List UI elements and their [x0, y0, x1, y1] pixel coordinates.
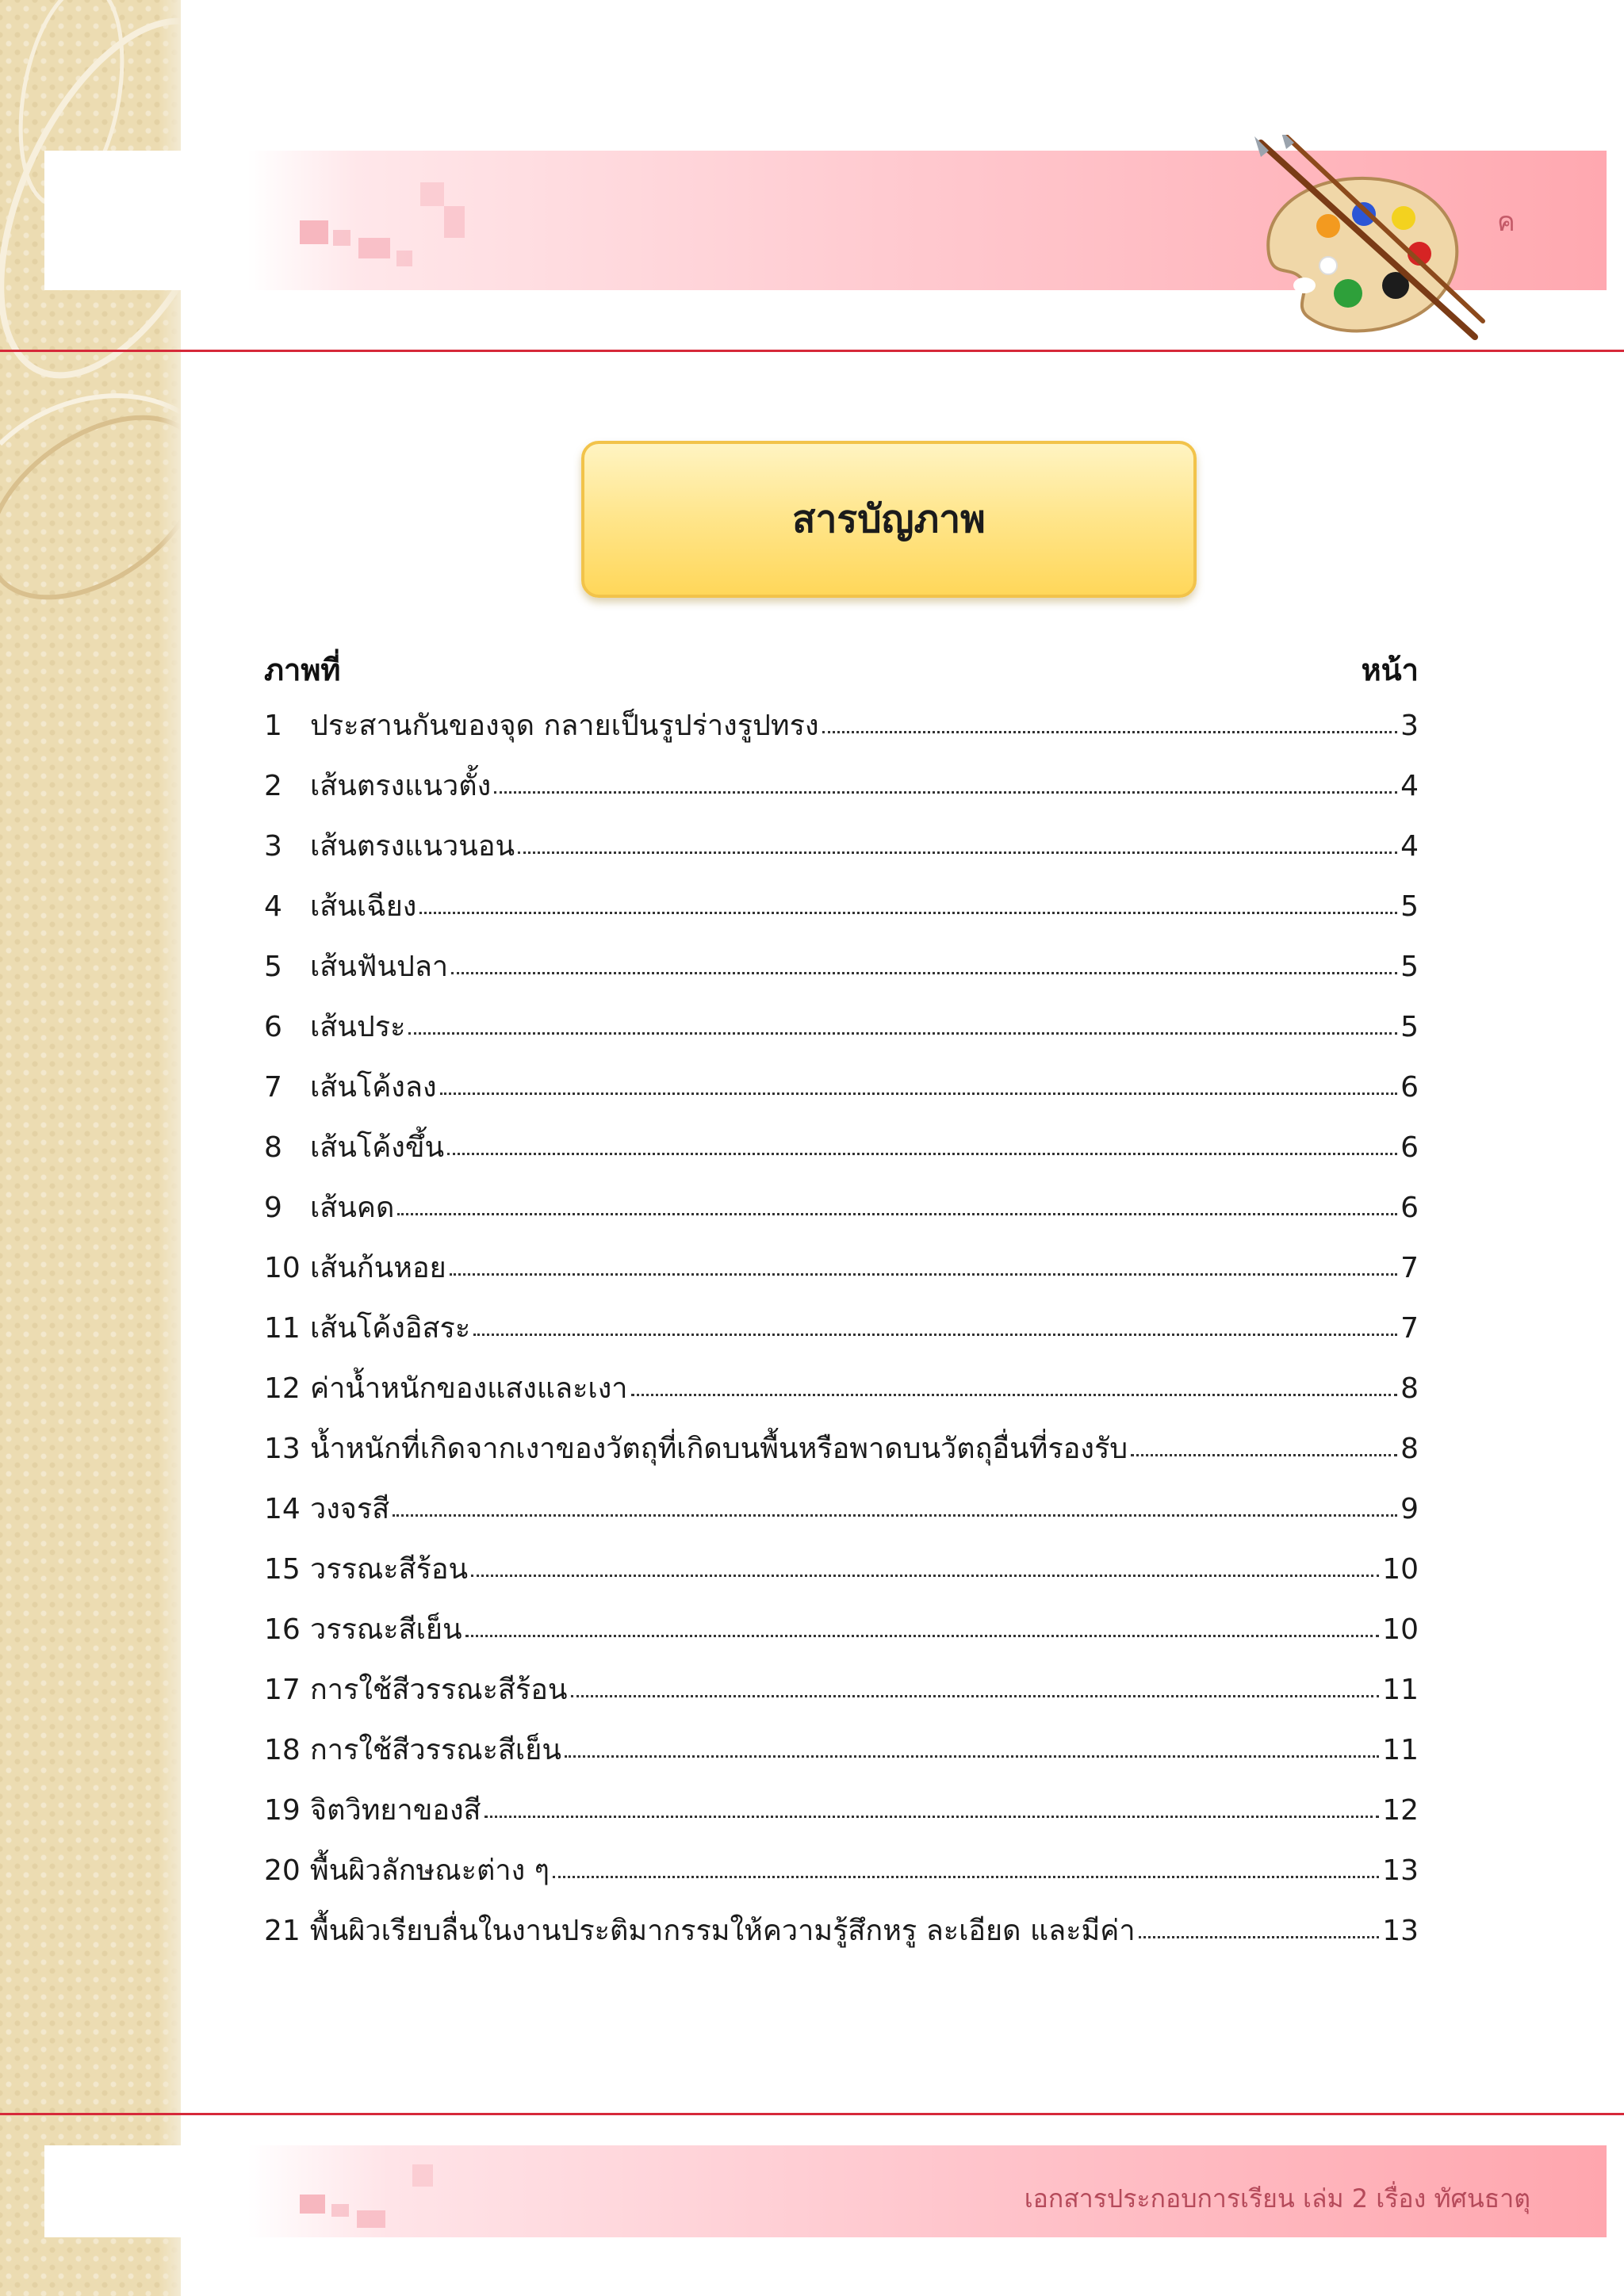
toc-row-leader [485, 1816, 1380, 1818]
swirl-decoration [0, 0, 181, 714]
toc-row-leader [518, 851, 1397, 854]
header-pixel-decoration [358, 238, 390, 258]
toc-row-leader [451, 972, 1397, 974]
toc-row-number: 6 [264, 1011, 282, 1043]
toc-row-title: ประสานกันของจุด กลายเป็นรูปร่างรูปทรง [310, 710, 819, 742]
toc-row-number: 7 [264, 1071, 282, 1104]
toc-row [264, 1546, 1419, 1606]
footer-white-box [44, 2145, 195, 2237]
toc-row-title: เส้นก้นหอย [310, 1252, 446, 1284]
toc-row-leader [494, 791, 1397, 794]
toc-row [264, 1667, 1419, 1727]
toc-row-title: เส้นโค้งอิสระ [310, 1312, 471, 1345]
header-pixel-decoration [333, 230, 350, 246]
toc-row-title: จิตวิทยาของสี [310, 1794, 481, 1827]
toc-row-title: วรรณะสีร้อน [310, 1553, 469, 1586]
toc-row-leader [822, 731, 1398, 733]
toc-row [264, 943, 1419, 1004]
toc-row [264, 1727, 1419, 1787]
toc-row-number: 16 [264, 1613, 301, 1646]
toc-row-number: 3 [264, 830, 282, 863]
toc-row [264, 1908, 1419, 1968]
toc-row [264, 1305, 1419, 1365]
toc-row-leader [565, 1755, 1379, 1758]
toc-header [264, 645, 1419, 693]
toc-row-page: 10 [1382, 1613, 1419, 1646]
page-title: สารบัญภาพ [792, 497, 986, 541]
toc-row-leader [471, 1575, 1379, 1577]
toc-row-title: เส้นคด [310, 1192, 395, 1224]
toc-row [264, 763, 1419, 823]
toc-row-page: 12 [1382, 1794, 1419, 1827]
toc-row-title: การใช้สีวรรณะสีร้อน [310, 1674, 568, 1706]
toc-row [264, 1847, 1419, 1908]
footer-pixel-decoration [331, 2204, 349, 2217]
toc-row-title: เส้นตรงแนวนอน [310, 830, 515, 863]
toc-row-page: 4 [1400, 770, 1419, 802]
toc-row [264, 1365, 1419, 1425]
toc-row [264, 1606, 1419, 1667]
toc-row-page: 5 [1400, 951, 1419, 983]
toc-row-page: 9 [1400, 1493, 1419, 1525]
toc-row-page: 5 [1400, 1011, 1419, 1043]
header-pixel-decoration [300, 220, 328, 244]
header-pixel-decoration [396, 251, 412, 266]
toc-row-title: การใช้สีวรรณะสีเย็น [310, 1734, 561, 1766]
toc-row-number: 1 [264, 710, 282, 742]
toc-row-leader [440, 1093, 1398, 1095]
footer-pixel-decoration [357, 2210, 385, 2228]
toc-row-page: 13 [1382, 1915, 1419, 1947]
toc-row-leader [1139, 1936, 1380, 1938]
header-white-box [44, 151, 195, 290]
toc-row-leader [447, 1153, 1397, 1155]
title-box [581, 441, 1197, 598]
toc-row [264, 1486, 1419, 1546]
toc-row-title: เส้นประ [310, 1011, 406, 1043]
toc-row-title: วรรณะสีเย็น [310, 1613, 462, 1646]
footer-title: เอกสารประกอบการเรียน เล่ม 2 เรื่อง ทัศนธาตุ [1024, 2183, 1530, 2214]
toc-list [264, 702, 1419, 1968]
toc-row-title: ค่าน้ำหนักของแสงและเงา [310, 1372, 628, 1405]
toc-row-number: 18 [264, 1734, 301, 1766]
toc-row-title: พื้นผิวเรียบลื่นในงานประติมากรรมให้ความรู้สึกหรู ละเอียด และมีค่า [310, 1915, 1136, 1947]
toc-row-leader [1131, 1454, 1397, 1456]
toc-row-number: 11 [264, 1312, 301, 1345]
toc-row-page: 5 [1400, 890, 1419, 923]
footer-rule [0, 2113, 1624, 2115]
toc-row [264, 1064, 1419, 1124]
toc-row-number: 17 [264, 1674, 301, 1706]
toc-row-page: 11 [1382, 1674, 1419, 1706]
toc-row-number: 5 [264, 951, 282, 983]
toc-row [264, 1425, 1419, 1486]
toc-row-number: 9 [264, 1192, 282, 1224]
toc-row-number: 14 [264, 1493, 301, 1525]
toc-row-leader [465, 1635, 1380, 1637]
toc-row-leader [450, 1273, 1397, 1276]
toc-heading-page: หน้า [1361, 652, 1419, 687]
toc-row [264, 1124, 1419, 1184]
toc-row-number: 12 [264, 1372, 301, 1405]
toc-row-page: 8 [1400, 1433, 1419, 1465]
footer-pixel-decoration [412, 2164, 433, 2187]
toc-row-page: 6 [1400, 1131, 1419, 1164]
toc-row-number: 15 [264, 1553, 301, 1586]
footer-pixel-decoration [300, 2195, 325, 2214]
toc-row-page: 11 [1382, 1734, 1419, 1766]
toc-row-page: 7 [1400, 1252, 1419, 1284]
toc-row-leader [553, 1876, 1379, 1878]
toc-row-title: น้ำหนักที่เกิดจากเงาของวัตถุที่เกิดบนพื้นหรือพาดบนวัตถุอื่นที่รองรับ [310, 1433, 1128, 1465]
toc-row-page: 4 [1400, 830, 1419, 863]
toc-row-leader [408, 1032, 1397, 1035]
toc-row-leader [393, 1514, 1397, 1517]
toc-row [264, 823, 1419, 883]
toc-row-number: 4 [264, 890, 282, 923]
toc-row-title: วงจรสี [310, 1493, 390, 1525]
toc-row-number: 19 [264, 1794, 301, 1827]
header-pixel-decoration [444, 206, 465, 238]
page-letter: ค [1497, 206, 1515, 238]
toc-row [264, 1184, 1419, 1245]
toc-row-leader [473, 1334, 1397, 1336]
toc-row-title: เส้นเฉียง [310, 890, 417, 923]
toc-row-number: 8 [264, 1131, 282, 1164]
toc-row-title: เส้นโค้งขึ้น [310, 1131, 445, 1164]
toc-row [264, 1004, 1419, 1064]
toc-row-page: 10 [1382, 1553, 1419, 1586]
toc-row-leader [397, 1213, 1397, 1215]
toc-row-number: 2 [264, 770, 282, 802]
toc-row-number: 21 [264, 1915, 301, 1947]
toc-row-title: พื้นผิวลักษณะต่าง ๆ [310, 1854, 550, 1887]
toc-row-leader [419, 912, 1397, 914]
toc-row [264, 1245, 1419, 1305]
toc-row [264, 1787, 1419, 1847]
toc-row [264, 883, 1419, 943]
toc-row-page: 13 [1382, 1854, 1419, 1887]
toc-row-number: 13 [264, 1433, 301, 1465]
toc-row [264, 702, 1419, 763]
header-rule [0, 350, 1624, 352]
toc-row-title: เส้นฟันปลา [310, 951, 449, 983]
toc-row-title: เส้นโค้งลง [310, 1071, 437, 1104]
toc-row-leader [571, 1695, 1380, 1697]
toc-row-number: 10 [264, 1252, 301, 1284]
toc-row-page: 6 [1400, 1071, 1419, 1104]
toc-row-page: 7 [1400, 1312, 1419, 1345]
toc-row-title: เส้นตรงแนวตั้ง [310, 770, 492, 802]
toc-row-page: 6 [1400, 1192, 1419, 1224]
toc-row-leader [631, 1394, 1398, 1396]
paint-palette-icon [1237, 135, 1491, 349]
toc-row-number: 20 [264, 1854, 301, 1887]
left-strip-shade [159, 0, 181, 2296]
header-pixel-decoration [420, 182, 444, 206]
toc-row-page: 8 [1400, 1372, 1419, 1405]
toc-heading-figure: ภาพที่ [264, 652, 341, 687]
toc-row-page: 3 [1400, 710, 1419, 742]
